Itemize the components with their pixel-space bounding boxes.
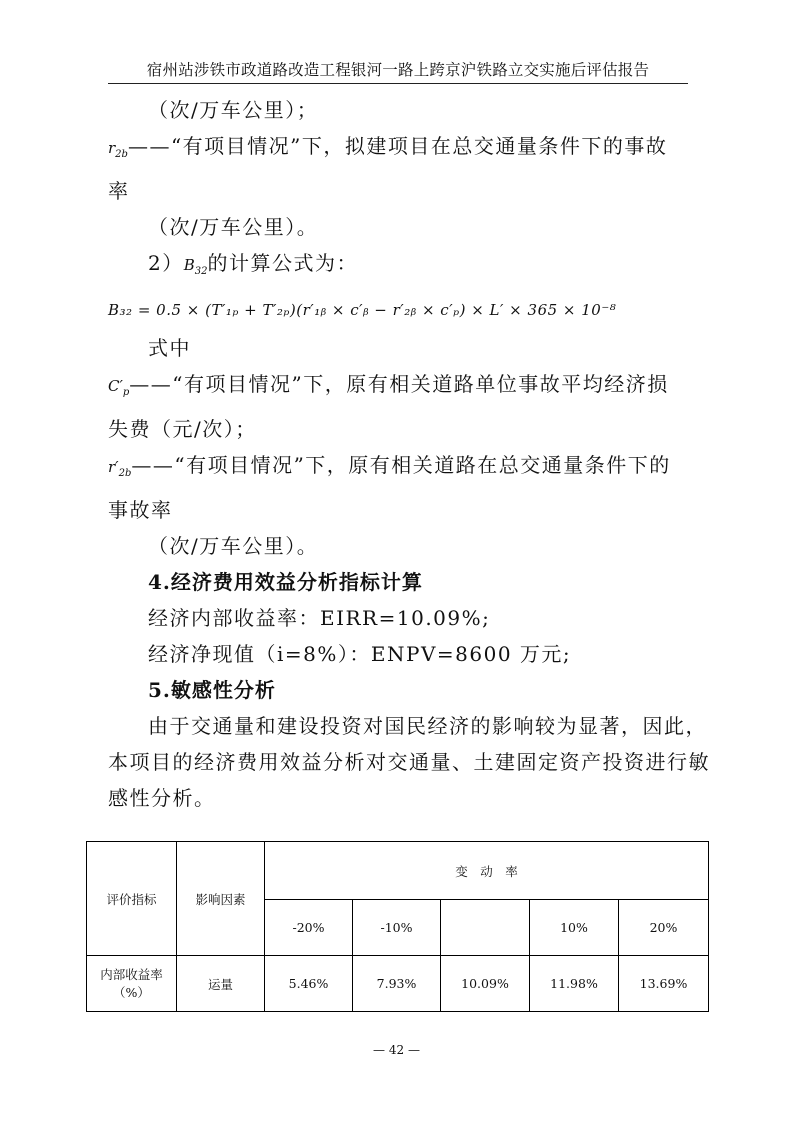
value-cell: 13.69% [619, 956, 709, 1012]
rate-cell: 20% [619, 900, 709, 956]
unit-line-1: （次/万车公里）； [148, 98, 319, 122]
symbol-r2b: $r_{2b}$ [108, 139, 128, 160]
row-factor: 运量 [177, 956, 265, 1012]
value-cell: 7.93% [353, 956, 441, 1012]
value-cell: 10.09% [441, 956, 530, 1012]
symbol-b32: $B_{32}$ [183, 256, 208, 277]
document-body [108, 92, 710, 816]
header-change-rate: 变 动 率 [265, 842, 709, 900]
section-heading-5: 5.敏感性分析 [148, 678, 276, 702]
paragraph-line-3: 感性分析。 [108, 786, 216, 810]
header-indicator: 评价指标 [87, 842, 177, 956]
shizhong-label: 式中 [148, 336, 191, 360]
table-row [87, 956, 709, 1012]
b32-intro: $2)B_{32}$的计算公式为： [148, 251, 358, 277]
enpv-line: 经济净现值（i=8%）：ENPV=8600 万元; [148, 642, 572, 666]
page-header: 宿州站涉铁市政道路改造工程银河一路上跨京沪铁路立交实施后评估报告 [108, 58, 688, 84]
definition-r2b-prime: $r'_{2b}——“$有项目情况”下，原有相关道路在总交通量条件下的 [108, 453, 671, 479]
value-cell: 11.98% [530, 956, 619, 1012]
rate-cell: -20% [265, 900, 353, 956]
header-factor: 影响因素 [177, 842, 265, 956]
rate-cell [441, 900, 530, 956]
page-number: — 42 — [373, 1043, 420, 1057]
eirr-line: 经济内部收益率：EIRR=10.09%; [148, 606, 491, 630]
definition-r2b: $r_{2b}——“$有项目情况”下，拟建项目在总交通量条件下的事故 [108, 134, 668, 160]
value-cell: 5.46% [265, 956, 353, 1012]
symbol-r2b-prime: $r'_{2b}$ [108, 458, 132, 479]
row-indicator: 内部收益率（%） [87, 956, 177, 1012]
rate-cell: 10% [530, 900, 619, 956]
paragraph-line-2: 本项目的经济费用效益分析对交通量、土建固定资产投资进行敏 [108, 750, 710, 774]
definition-cp: $C'_p——“$有项目情况”下，原有相关道路单位事故平均经济损 [108, 372, 669, 398]
sensitivity-table [86, 841, 709, 1012]
formula-b32: B₃₂ = 0.5 × (T′₁ₚ + T′₂ₚ)(r′₁ᵦ × c′ᵦ − r′₂ᵦ × c′ₚ) × L′ × 365 × 10⁻⁸ [108, 301, 617, 319]
symbol-cp: $C'_p$ [108, 377, 130, 398]
unit-line-3: （次/万车公里）。 [148, 534, 319, 558]
section-heading-4: 4.经济费用效益分析指标计算 [148, 570, 423, 594]
unit-line-2: （次/万车公里）。 [148, 215, 319, 239]
rate-cell: -10% [353, 900, 441, 956]
definition-cp-cont: 失费（元/次）； [108, 417, 257, 441]
definition-r2b-cont: 率 [108, 179, 130, 203]
paragraph-line-1: 由于交通量和建设投资对国民经济的影响较为显著，因此， [148, 714, 707, 738]
definition-r2b-prime-cont: 事故率 [108, 498, 173, 522]
